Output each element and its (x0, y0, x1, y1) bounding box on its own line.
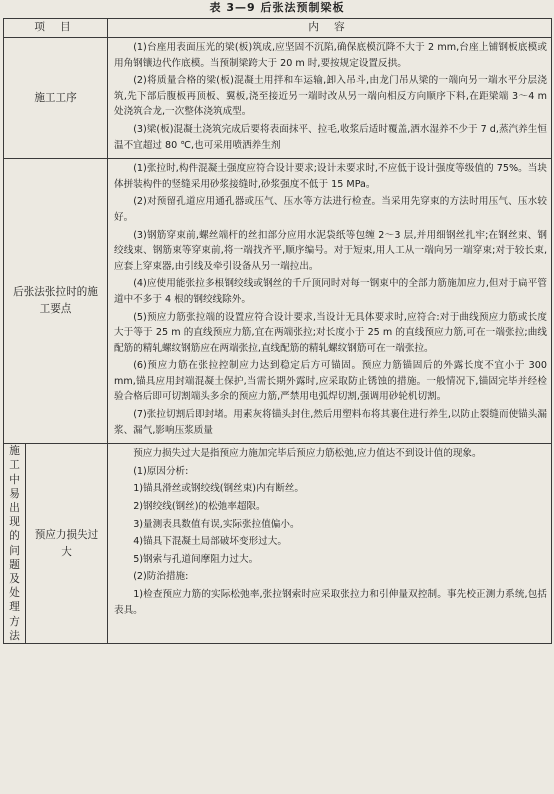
paragraph: (5)预应力筋张拉端的设置应符合设计要求,当设计无具体要求时,应符合:对于曲线预应力筋或长度大于等于 25 m 的直线预应力筋,宜在两端张拉;对长度小于 25 m 的直线预应力筋,可在一端张拉;曲线配筋的精轧螺纹钢筋应在两端张拉,直线配筋的精轧螺纹钢筋可在一端张拉。 (114, 311, 547, 354)
paragraph: (3)梁(板)混凝土浇筑完成后要将表面抹平、拉毛,收浆后适时覆盖,洒水湿养不少于 7 d,蒸汽养生恒温不宜超过 80 ℃,也可采用喷洒养生剂 (114, 123, 547, 151)
table-title: 表 3—9 后张法预制梁板 (209, 1, 345, 14)
paragraph: 1)锚具滑丝或钢绞线(钢丝束)内有断丝。 (133, 483, 305, 495)
row-label: 后张法张拉时的施工要点 (4, 159, 108, 444)
paragraph: (2)将质量合格的梁(板)混凝土用拌和车运输,卸入吊斗,由龙门吊从梁的一端向另一端水平分层浇筑,先下部后腹板再顶板、翼板,浇至接近另一端时改从另一端向相反方向顺序下料,在距梁端 3～4 m 处浇筑合龙,一次整体浇筑成型。 (114, 75, 547, 118)
paragraph: 5)钢索与孔道间摩阻力过大。 (133, 553, 259, 565)
paragraph: 4)锚具下混凝土局部破坏变形过大。 (133, 536, 287, 548)
paragraph: (2)防治措施: (133, 571, 189, 583)
construction-table (3, 18, 552, 644)
table-row (4, 38, 552, 159)
paragraph: (2)对预留孔道应用通孔器或压气、压水等方法进行检查。当采用先穿束的方法时用压气、压水较好。 (114, 196, 547, 223)
header-item: 项 目 (4, 19, 108, 38)
row-label: 施工工序 (4, 38, 108, 159)
paragraph: (1)张拉时,构件混凝土强度应符合设计要求;设计未要求时,不应低于设计强度等级值的 75%。当块体拼装构件的竖缝采用砂浆接缝时,砂浆强度不低于 15 MPa。 (114, 163, 547, 190)
table-row (4, 159, 552, 444)
paragraph: 3)量测表具数值有误,实际张拉值偏小。 (133, 518, 300, 530)
paragraph: (7)张拉切割后即封堵。用素灰将锚头封住,然后用塑料布将其裹住进行养生,以防止裂缝而使锚头漏浆、漏气,影响压浆质量 (114, 409, 547, 436)
header-content: 内 容 (108, 19, 552, 38)
row-content (108, 38, 552, 159)
row-label: 预应力损失过大 (26, 444, 108, 644)
paragraph: 1)检查预应力筋的实际松弛率,张拉钢索时应采取张拉力和引伸量双控制。事先校正测力系统,包括表具。 (114, 589, 547, 616)
paragraph: (1)原因分析: (133, 465, 189, 477)
paragraph: 预应力损失过大是指预应力施加完毕后预应力筋松弛,应力值达不到设计值的现象。 (133, 448, 482, 460)
paragraph: (6)预应力筋在张拉控制应力达到稳定后方可锚固。预应力筋锚固后的外露长度不宜小于 300 mm,锚具应用封端混凝土保护,当需长期外露时,应采取防止锈蚀的措施。一般情况下,锚固完毕并经检验合格后即可切割端头多余的预应力筋,严禁用电弧焊切割,强调用砂轮机切割。 (114, 360, 547, 403)
paragraph: (3)钢筋穿束前,螺丝端杆的丝扣部分应用水泥袋纸等包缠 2～3 层,并用细钢丝扎牢;在钢丝束、钢绞线束、钢筋束等穿束前,将一端找齐平,顺序编号。对于短束,用人工从一端向另一端穿束;对于较长束,应套上穿束器,由引线及牵引设备从另一端拉出。 (114, 229, 547, 272)
header-row (4, 19, 552, 38)
paragraph: (1)台座用表面压光的梁(板)筑成,应坚固不沉陷,确保底模沉降不大于 2 mm,台座上铺钢板底模或用角钢镶边代作底模。当预制梁跨大于 20 m 时,要按规定设置反拱。 (114, 42, 547, 69)
paragraph: 2)钢绞线(钢丝)的松弛率超限。 (133, 501, 266, 513)
paragraph: (4)应使用能张拉多根钢绞线或钢丝的千斤顶同时对每一钢束中的全部力筋施加应力,但对于扁平管道中不多于 4 根的钢绞线除外。 (114, 278, 547, 305)
row-content (108, 444, 552, 644)
table-row (4, 444, 552, 644)
category-label: 施工中易出现的问题及处理方法 (4, 444, 26, 644)
row-content (108, 159, 552, 444)
